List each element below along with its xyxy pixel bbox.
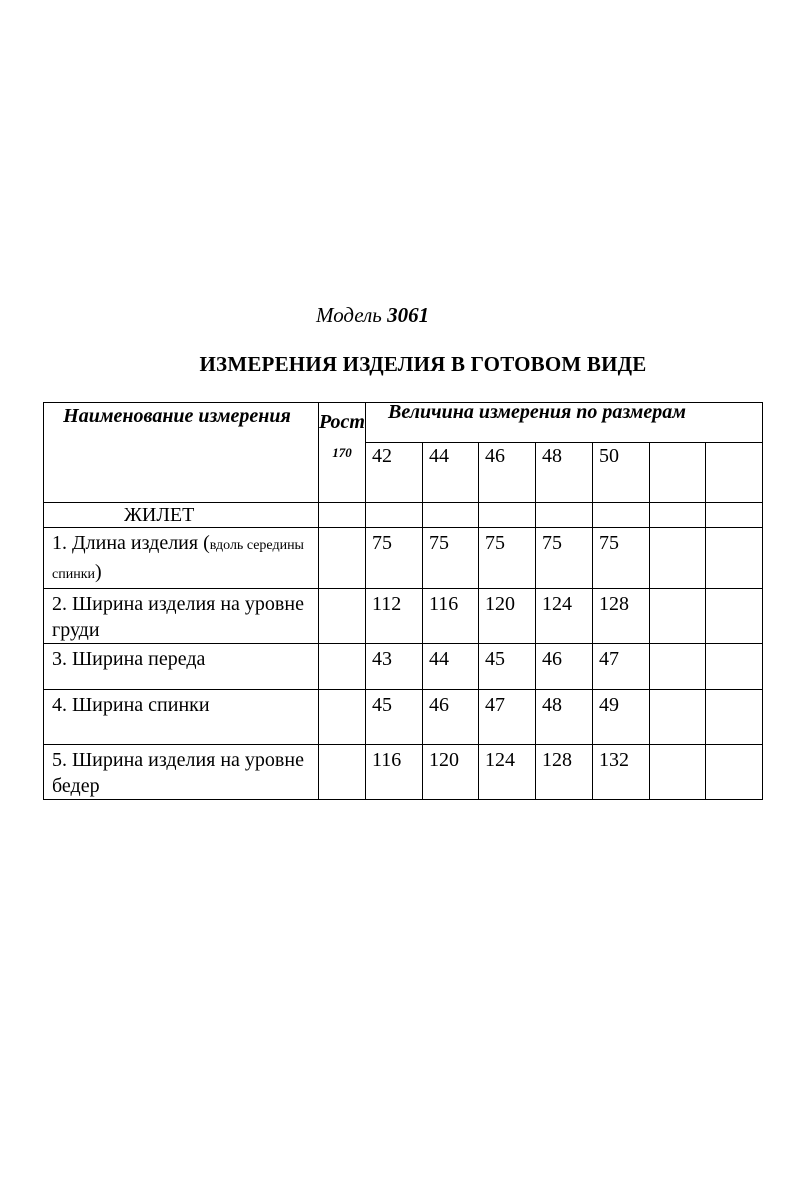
empty-cell [706,690,763,745]
empty-cell [706,745,763,800]
measurement-value: 128 [593,589,650,644]
measurement-value: 75 [479,528,536,589]
height-cell [319,690,366,745]
empty-cell [706,503,763,528]
table-row [44,528,763,589]
empty-cell [536,503,593,528]
measurement-value: 45 [366,690,423,745]
column-header-name: Наименование измерения [44,403,319,503]
measurement-value: 45 [479,644,536,690]
measurement-value: 75 [536,528,593,589]
measurement-value: 128 [536,745,593,800]
empty-cell [650,644,706,690]
measurement-label-note: вдоль середины спинки [52,538,304,582]
measurement-value: 116 [423,589,479,644]
measurement-value: 48 [536,690,593,745]
size-header-50: 50 [593,443,650,503]
measurement-value: 47 [593,644,650,690]
section-title: ЖИЛЕТ [44,503,319,528]
measurement-value: 49 [593,690,650,745]
measurement-value: 46 [536,644,593,690]
empty-size-header [650,443,706,503]
empty-cell [706,644,763,690]
height-cell [319,589,366,644]
measurement-value: 75 [423,528,479,589]
document-title: ИЗМЕРЕНИЯ ИЗДЕЛИЯ В ГОТОВОМ ВИДЕ [199,352,647,376]
table-row [44,589,763,644]
size-header-42: 42 [366,443,423,503]
height-value: 170 [332,445,352,460]
measurement-label: 5. Ширина изделия на уровне бедер [44,745,319,800]
measurement-value: 124 [536,589,593,644]
height-cell [319,528,366,589]
column-header-height [319,403,366,503]
measurement-value: 47 [479,690,536,745]
empty-cell [423,503,479,528]
size-header-48: 48 [536,443,593,503]
height-label: Рост [319,411,365,433]
empty-cell [650,503,706,528]
empty-cell [650,589,706,644]
measurement-value: 75 [366,528,423,589]
measurement-label: 1. Длина изделия (вдоль середины спинки) [44,528,319,589]
height-cell [319,644,366,690]
measurement-value: 112 [366,589,423,644]
empty-cell [319,503,366,528]
measurement-value: 46 [423,690,479,745]
empty-cell [593,503,650,528]
measurement-value: 44 [423,644,479,690]
empty-cell [650,690,706,745]
table-row [44,644,763,690]
empty-size-header [706,443,763,503]
model-prefix: Модель [316,303,382,327]
model-label [316,303,429,328]
measurement-value: 124 [479,745,536,800]
empty-cell [650,745,706,800]
sizes-group-header: Величина измерения по размерам [366,403,763,443]
measurement-label: 3. Ширина переда [44,644,319,690]
height-cell [319,745,366,800]
measurement-label: 4. Ширина спинки [44,690,319,745]
table-row [44,745,763,800]
measurement-value: 132 [593,745,650,800]
measurement-value: 120 [423,745,479,800]
measurement-value: 43 [366,644,423,690]
measurement-value: 116 [366,745,423,800]
measurements-table [43,402,763,800]
empty-cell [479,503,536,528]
empty-cell [706,528,763,589]
measurement-value: 75 [593,528,650,589]
empty-cell [366,503,423,528]
measurement-value: 120 [479,589,536,644]
measurement-label: 2. Ширина изделия на уровне груди [44,589,319,644]
empty-cell [706,589,763,644]
size-header-44: 44 [423,443,479,503]
model-number: 3061 [387,303,430,327]
size-header-46: 46 [479,443,536,503]
empty-cell [650,528,706,589]
table-row [44,690,763,745]
